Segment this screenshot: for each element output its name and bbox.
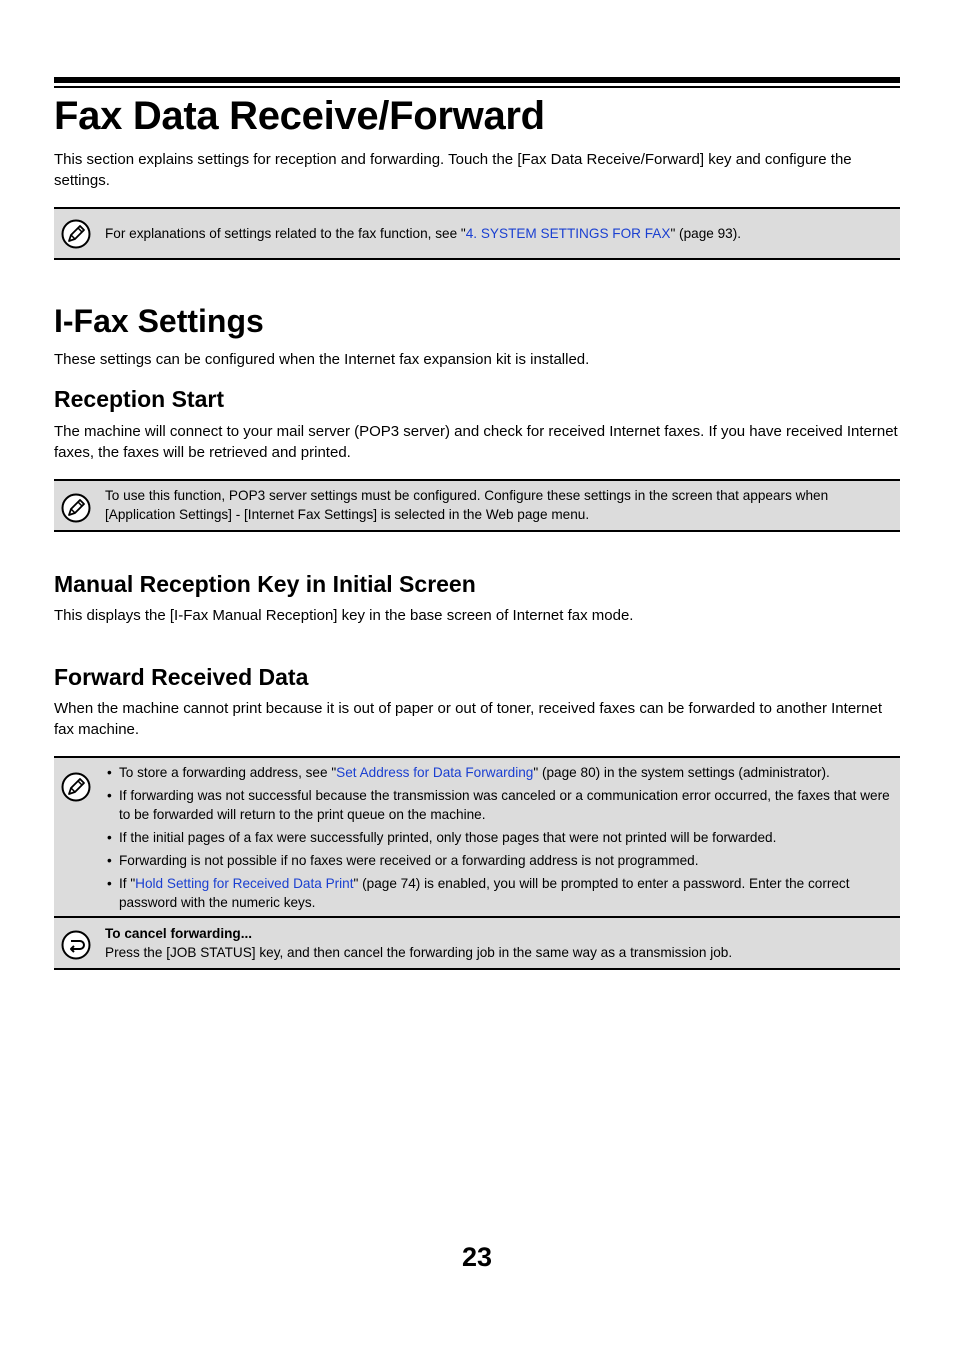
link-set-address-for-data-forwarding[interactable]: Set Address for Data Forwarding bbox=[336, 765, 534, 780]
return-arrow-icon bbox=[61, 930, 91, 960]
cancel-forwarding-title: To cancel forwarding... bbox=[105, 926, 253, 941]
note-text-before: For explanations of settings related to the fax function, see " bbox=[105, 226, 466, 241]
pencil-note-icon bbox=[61, 493, 91, 523]
subsection-title-manual-reception: Manual Reception Key in Initial Screen bbox=[54, 571, 476, 597]
section-title-ifax: I-Fax Settings bbox=[54, 303, 264, 339]
cancel-forwarding-text: Press the [JOB STATUS] key, and then cancel the forwarding job in the same way as a transmission job. bbox=[105, 945, 733, 960]
note-box-pop3 bbox=[54, 479, 900, 532]
list-item bbox=[105, 874, 892, 912]
note-text: To use this function, POP3 server settings must be configured. Configure these settings in the screen that appears when [Application Settings] - [Internet Fax Settings] is selected in the Web page menu. bbox=[105, 488, 829, 522]
header-rule-thick bbox=[54, 77, 900, 83]
note-box-forward-bullets bbox=[54, 756, 900, 918]
list-item bbox=[105, 763, 892, 782]
bullet-text: " (page 74) is enabled, you will be prompted to enter a password. Enter the correct password with the numeric keys. bbox=[119, 876, 850, 910]
reception-start-text: The machine will connect to your mail server (POP3 server) and check for received Internet faxes. If you have received Internet faxes, the faxes will be retrieved and printed. bbox=[54, 423, 898, 461]
page-number: 23 bbox=[461, 1242, 493, 1272]
pencil-note-icon bbox=[61, 219, 91, 249]
list-item: • If forwarding was not successful because the transmission was canceled or a communication error occurred, the faxes that were to be forwarded will return to the print queue on the machine. bbox=[105, 786, 892, 824]
list-item: • Forwarding is not possible if no faxes were received or a forwarding address is not programmed. bbox=[105, 851, 892, 870]
forward-text: When the machine cannot print because it is out of paper or out of toner, received faxes can be forwarded to another Internet fax machine. bbox=[54, 700, 883, 738]
note-box-cancel-forwarding bbox=[54, 916, 900, 970]
subsection-title-forward: Forward Received Data bbox=[54, 664, 309, 690]
pencil-note-icon bbox=[61, 772, 91, 802]
ifax-text: These settings can be configured when the Internet fax expansion kit is installed. bbox=[54, 351, 590, 368]
manual-reception-text: This displays the [I-Fax Manual Reception] key in the base screen of Internet fax mode. bbox=[54, 607, 634, 624]
link-system-settings-for-fax[interactable]: 4. SYSTEM SETTINGS FOR FAX bbox=[465, 226, 671, 241]
bullet-text: " (page 80) in the system settings (administrator). bbox=[533, 765, 830, 780]
link-hold-setting-for-received-data-print[interactable]: Hold Setting for Received Data Print bbox=[135, 876, 354, 891]
page-title: Fax Data Receive/Forward bbox=[54, 94, 545, 138]
note-box-fax-settings bbox=[54, 207, 900, 260]
intro-text: This section explains settings for reception and forwarding. Touch the [Fax Data Receive/Forward] key and configure the settings. bbox=[54, 151, 852, 189]
bullet-text: If " bbox=[119, 876, 136, 891]
list-item: • If the initial pages of a fax were successfully printed, only those pages that were not printed will be forwarded. bbox=[105, 828, 892, 847]
note-text-after: " (page 93). bbox=[670, 226, 742, 241]
forward-bullet-list bbox=[105, 763, 892, 916]
subsection-title-reception-start: Reception Start bbox=[54, 386, 224, 412]
header-rule-thin bbox=[54, 86, 900, 88]
note-text bbox=[105, 224, 892, 243]
bullet-text: To store a forwarding address, see " bbox=[119, 765, 337, 780]
cancel-forwarding-note bbox=[105, 924, 892, 962]
